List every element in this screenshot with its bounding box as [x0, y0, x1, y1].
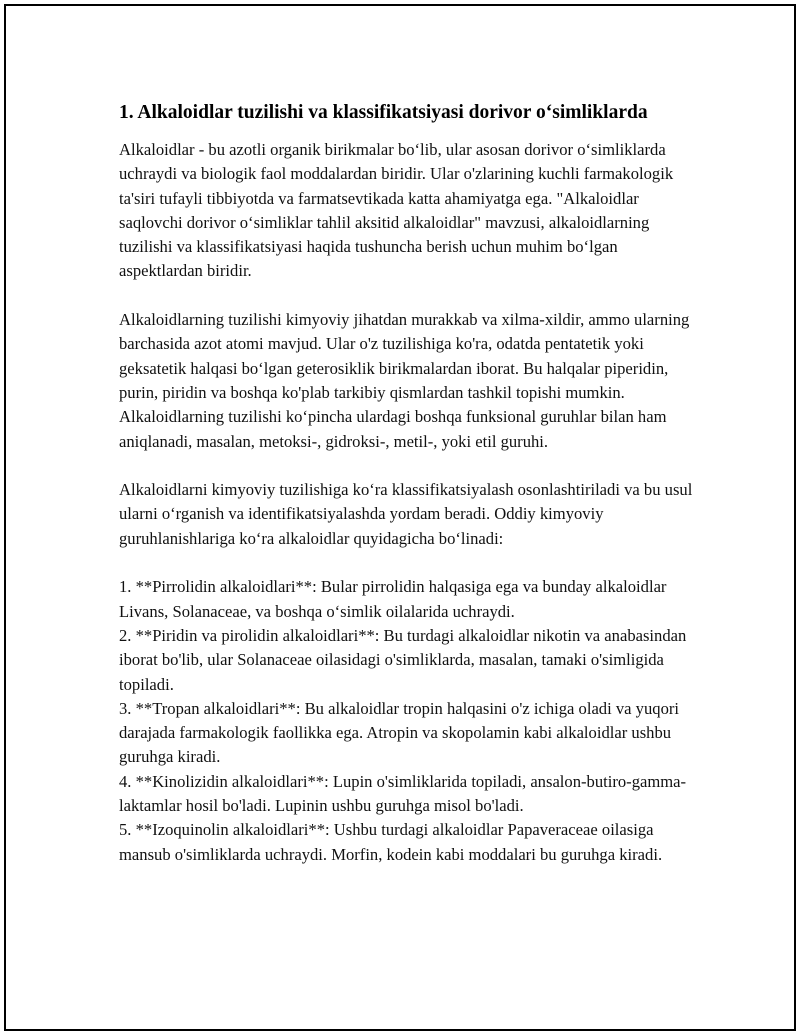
document-body — [119, 100, 699, 867]
paragraph-classification: Alkaloidlarni kimyoviy tuzilishiga ko‘ra klassifikatsiyalash osonlashtiriladi va bu usul ularni o‘rganish va identifikatsiyalashda yordam beradi. Oddiy kimyoviy guruhlanishlariga ko‘ra alkaloidlar quyidagicha bo‘linadi: — [119, 480, 693, 548]
list-item-pirrolidin: 1. **Pirrolidin alkaloidlari**: Bular pirrolidin halqasiga ega va bunday alkaloidlar Livans, Solanaceae, va boshqa o‘simlik oilalarida uchraydi. — [119, 577, 667, 621]
list-item-piridin: 2. **Piridin va pirolidin alkaloidlari**: Bu turdagi alkaloidlar nikotin va anabasindan iborat bo'lib, ular Solanaceae oilasidagi o'simliklarda, masalan, tamaki o'simligida topiladi. — [119, 625, 687, 694]
page-frame — [4, 4, 796, 1031]
list-item-kinolizidin: 4. **Kinolizidin alkaloidlari**: Lupin o'simliklarida topiladi, ansalon-butiro-gamma-laktamlar hosil bo'ladi. Lupinin ushbu guruhga misol bo'ladi. — [119, 771, 687, 816]
list-item-izoquinolin: 5. **Izoquinolin alkaloidlari**: Ushbu turdagi alkaloidlar Papaveraceae oilasiga mansub o'simliklarda uchraydi. Morfin, kodein kabi moddalari bu guruhga kiradi. — [119, 820, 663, 864]
paragraph-structure: Alkaloidlarning tuzilishi kimyoviy jihatdan murakkab va xilma-xildir, ammo ularning barchasida azot atomi mavjud. Ular o'z tuzilishiga ko'ra, odatda pentatetik yoki geksatetik halqasi bo‘lgan geterosiklik birikmalardan iborat. Bu halqalar piperidin, purin, piridin va boshqa ko'plab tarkibiy qismlardan tashkil topishi mumkin. Alkaloidlarning tuzilishi ko‘pincha ulardagi boshqa funksional guruhlar bilan ham aniqlanadi, masalan, metoksi-, gidroksi-, metil-, yoki etil guruhi. — [119, 310, 690, 451]
alkaloid-group-list — [119, 575, 699, 867]
list-item-tropan: 3. **Tropan alkaloidlari**: Bu alkaloidlar tropin halqasini o'z ichiga oladi va yuqori darajada farmakologik faollikka ega. Atropin va skopolamin kabi alkaloidlar ushbu guruhga kiradi. — [119, 698, 679, 767]
paragraph-intro: Alkaloidlar - bu azotli organik birikmalar bo‘lib, ular asosan dorivor o‘simliklarda uchraydi va biologik faol moddalardan biridir. Ular o'zlarining kuchli farmakologik ta'siri tufayli tibbiyotda va farmatsevtikada katta ahamiyatga ega. "Alkaloidlar saqlovchi dorivor o‘simliklar tahlil aksitid alkaloidlar" mavzusi, alkaloidlarning tuzilishi va klassifikatsiyasi haqida tushuncha berish uchun muhim bo‘lgan aspektlardan biridir. — [119, 140, 674, 281]
section-heading: 1. Alkaloidlar tuzilishi va klassifikatsiyasi dorivor o‘simliklarda — [119, 102, 648, 123]
